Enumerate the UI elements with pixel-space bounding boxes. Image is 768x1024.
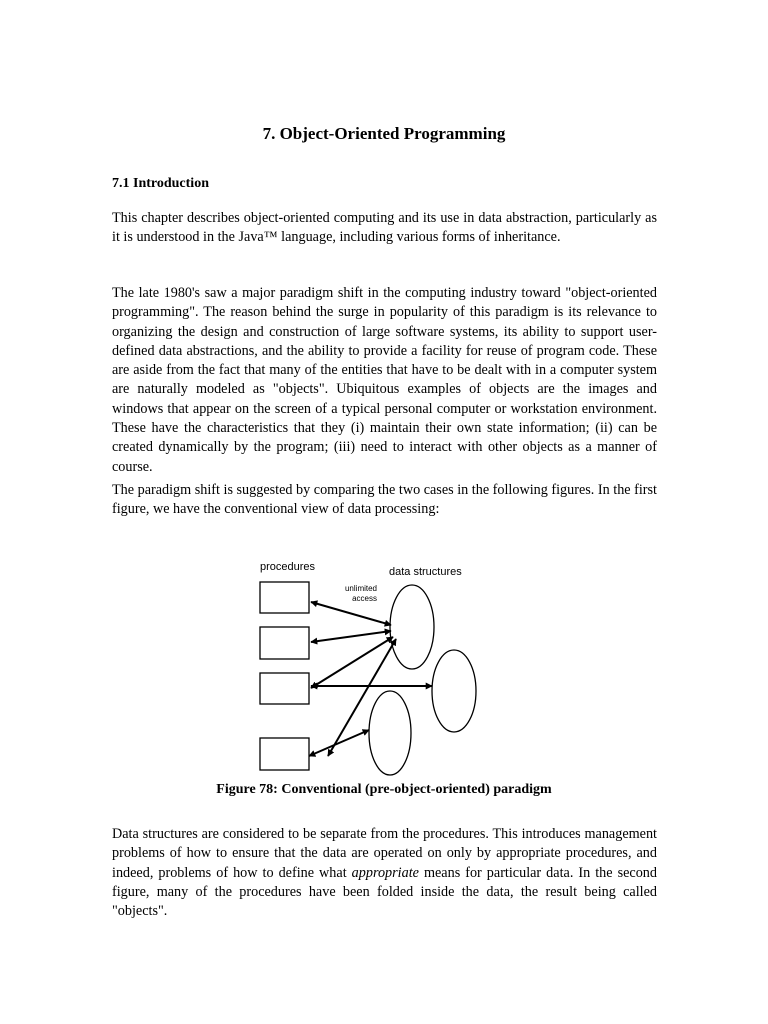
procedures-label: procedures bbox=[260, 561, 316, 573]
access-arrow bbox=[309, 730, 369, 756]
paragraph-text: means for particular data. In the second figure, many of the procedures have been folded inside the data, the result being called "objects". bbox=[112, 864, 657, 920]
access-arrow bbox=[311, 631, 391, 642]
procedure-box bbox=[260, 627, 309, 659]
access-arrow bbox=[328, 639, 396, 756]
history-paragraph: The late 1980's saw a major paradigm shift in the computing industry toward "object-oriented programming". The reason behind the surge in popularity of this paradigm is its relevance to organizing the design and construction of large software systems, its ability to support user-defined data abstractions, and the ability to provide a facility for reuse of program code. These are aside from the fact that many of the entities that have to be dealt with in a computer system are naturally modeled as "objects". Ubiquitous examples of objects are the images and windows that appear on the screen of a typical personal computer or workstation environment. These have the characteristics that they (i) maintain their own state information; (ii) can be created dynamically by the program; (iii) need to interact with other objects as a manner of course. bbox=[112, 285, 657, 475]
section-heading: 7.1 Introduction bbox=[112, 176, 209, 191]
data-structure-ellipse bbox=[432, 650, 476, 732]
paradigm-shift-paragraph: The paradigm shift is suggested by comparing the two cases in the following figures. In the first figure, we have the conventional view of data processing: bbox=[112, 482, 657, 518]
unlimited-access-label-line2: access bbox=[352, 594, 377, 603]
procedure-box bbox=[260, 738, 309, 770]
intro-paragraph: This chapter describes object-oriented computing and its use in data abstraction, particularly as it is understood in the Java™ language, including various forms of inheritance. bbox=[112, 210, 657, 246]
procedure-box bbox=[260, 582, 309, 613]
data-separation-paragraph bbox=[112, 825, 657, 921]
paragraph-text: Data structures are considered to be separate from the procedures. This introduces management problems of how to ensure that the data are operated on only by appropriate procedures, and indeed, problems of how to define what bbox=[112, 826, 657, 881]
data-structure-ellipse bbox=[369, 691, 411, 775]
access-arrow bbox=[311, 602, 391, 625]
emphasis-appropriate: appropriate bbox=[351, 864, 419, 881]
data-structures-label: data structures bbox=[389, 566, 462, 578]
page-title: 7. Object-Oriented Programming bbox=[262, 124, 506, 143]
figure-caption: Figure 78: Conventional (pre-object-oriented) paradigm bbox=[216, 782, 552, 797]
unlimited-access-label-line1: unlimited bbox=[344, 584, 377, 593]
data-structure-ellipse bbox=[390, 585, 434, 669]
procedure-box bbox=[260, 673, 309, 704]
access-arrow bbox=[311, 637, 393, 688]
